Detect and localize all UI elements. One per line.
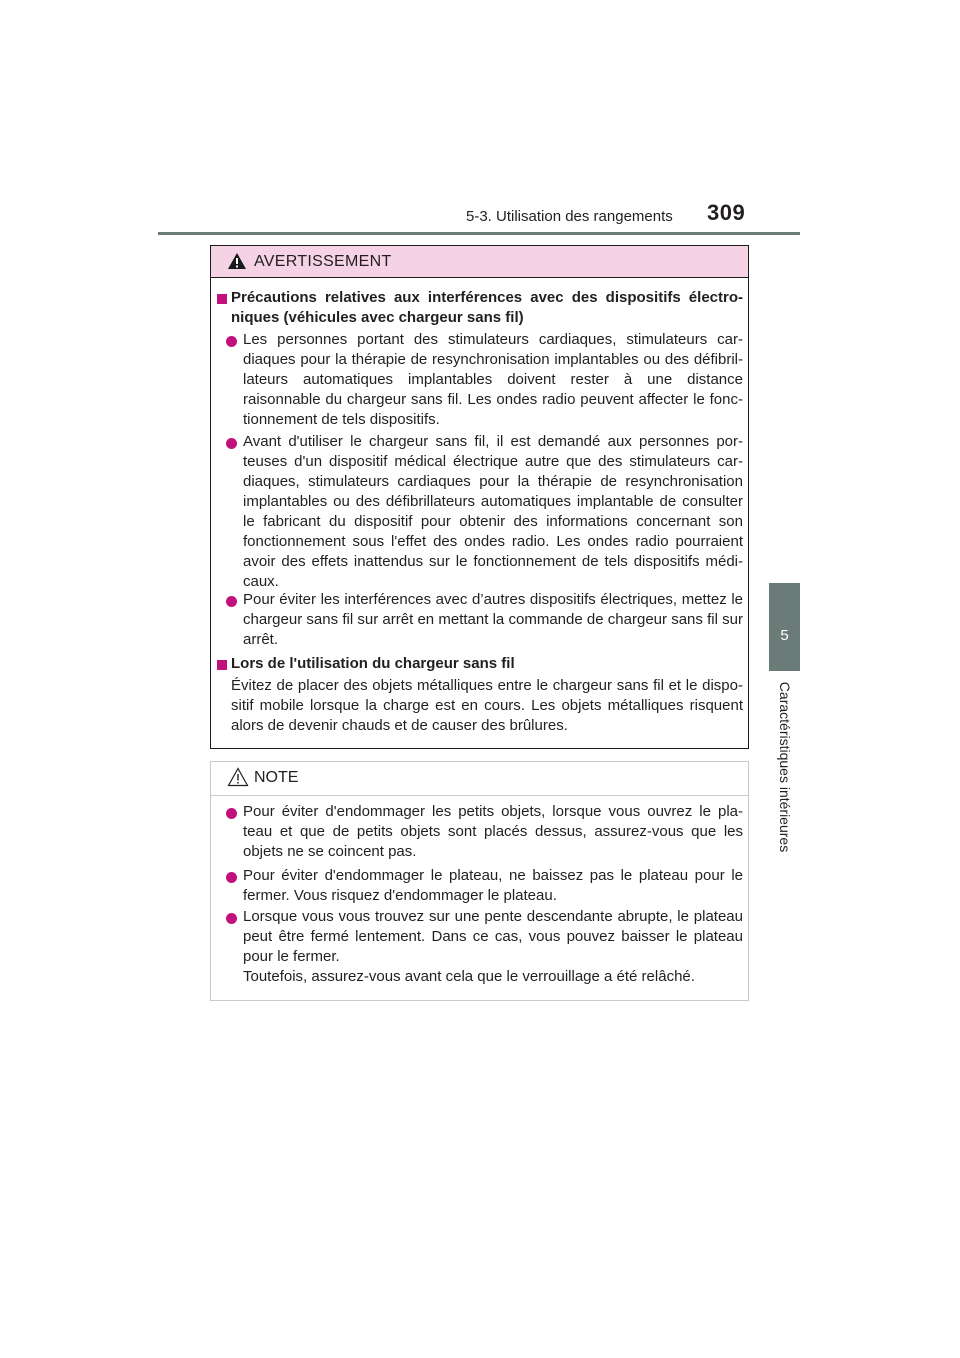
note-bullet-2: Pour éviter d'endommager le plateau, ne baissez pas le plateau pour le fermer. Vous risquez d'endommager le plateau. (243, 867, 743, 904)
warning-title: AVERTISSEMENT (254, 253, 392, 270)
chapter-tab (769, 583, 800, 671)
chapter-number: 5 (780, 627, 789, 644)
warning-box (210, 245, 749, 749)
note-bullet-1: Pour éviter d'endommager les petits objets, lorsque vous ouvrez le pla-teau et que de petits objets sont placés dessus, assurez-vous que les objets ne se coincent pas. (243, 803, 743, 860)
warning-bullet-2: Avant d'utiliser le chargeur sans fil, il est demandé aux personnes por-teuses d'un dispositif médical électrique autre que des stimulateurs car-diaques, stimulateurs cardiaques pour la thérapie de resynchronisation implantables ou des défibrillateurs automatiques implantable de consulter le fabricant du dispositif pour obtenir des informations concernant son fonctionnement sous l'effet des ondes radio. Les ondes radio pourraient avoir des effets inattendus sur le fonctionnement de tels dispositifs médi-caux. (243, 433, 743, 590)
note-box (210, 761, 749, 1001)
bullet-dot-icon (226, 872, 237, 883)
bullet-dot-icon (226, 913, 237, 924)
bullet-dot-icon (226, 808, 237, 819)
section-square-icon (217, 660, 227, 670)
section-title: 5-3. Utilisation des rangements (466, 208, 673, 225)
bullet-dot-icon (226, 596, 237, 607)
chapter-label-container (770, 672, 800, 862)
warning-heading-2: Lors de l'utilisation du chargeur sans fil (231, 655, 515, 672)
warning-bullet-3: Pour éviter les interférences avec d’autres dispositifs électriques, mettez le chargeur sans fil sur arrêt en mettant la commande de chargeur sans fil sur arrêt. (243, 591, 743, 648)
note-title: NOTE (254, 769, 299, 786)
page-number: 309 (707, 200, 746, 225)
chapter-label: Caractéristiques intérieures (777, 681, 793, 853)
bullet-dot-icon (226, 336, 237, 347)
section-square-icon (217, 294, 227, 304)
warning-text-2: Évitez de placer des objets métalliques entre le chargeur sans fil et le dispo-sitif mobile lorsque la charge est en cours. Les objets métalliques risquent alors de devenir chauds et de causer des brûlures. (231, 677, 743, 734)
caution-triangle-icon (227, 767, 249, 787)
bullet-dot-icon (226, 438, 237, 449)
header-divider (158, 232, 800, 235)
note-bullet-3: Lorsque vous vous trouvez sur une pente descendante abrupte, le plateau peut être fermé lentement. Dans ce cas, vous pouvez baisser le plateau pour le fermer. (243, 908, 743, 965)
note-bullet-3-continuation: Toutefois, assurez-vous avant cela que le verrouillage a été relâché. (243, 968, 695, 985)
warning-heading-1: Précautions relatives aux interférences avec des dispositifs électro-niques (véhicules avec chargeur sans fil) (231, 289, 743, 326)
note-header (211, 762, 748, 796)
warning-triangle-icon (227, 252, 247, 270)
warning-bullet-1: Les personnes portant des stimulateurs cardiaques, stimulateurs car-diaques pour la thérapie de resynchronisation implantables ou des défibril-lateurs automatiques implantables doivent rester à une distance raisonnable du chargeur sans fil. Les ondes radio peuvent affecter le fonc-tionnement de tels dispositifs. (243, 331, 743, 428)
warning-header (211, 246, 748, 278)
